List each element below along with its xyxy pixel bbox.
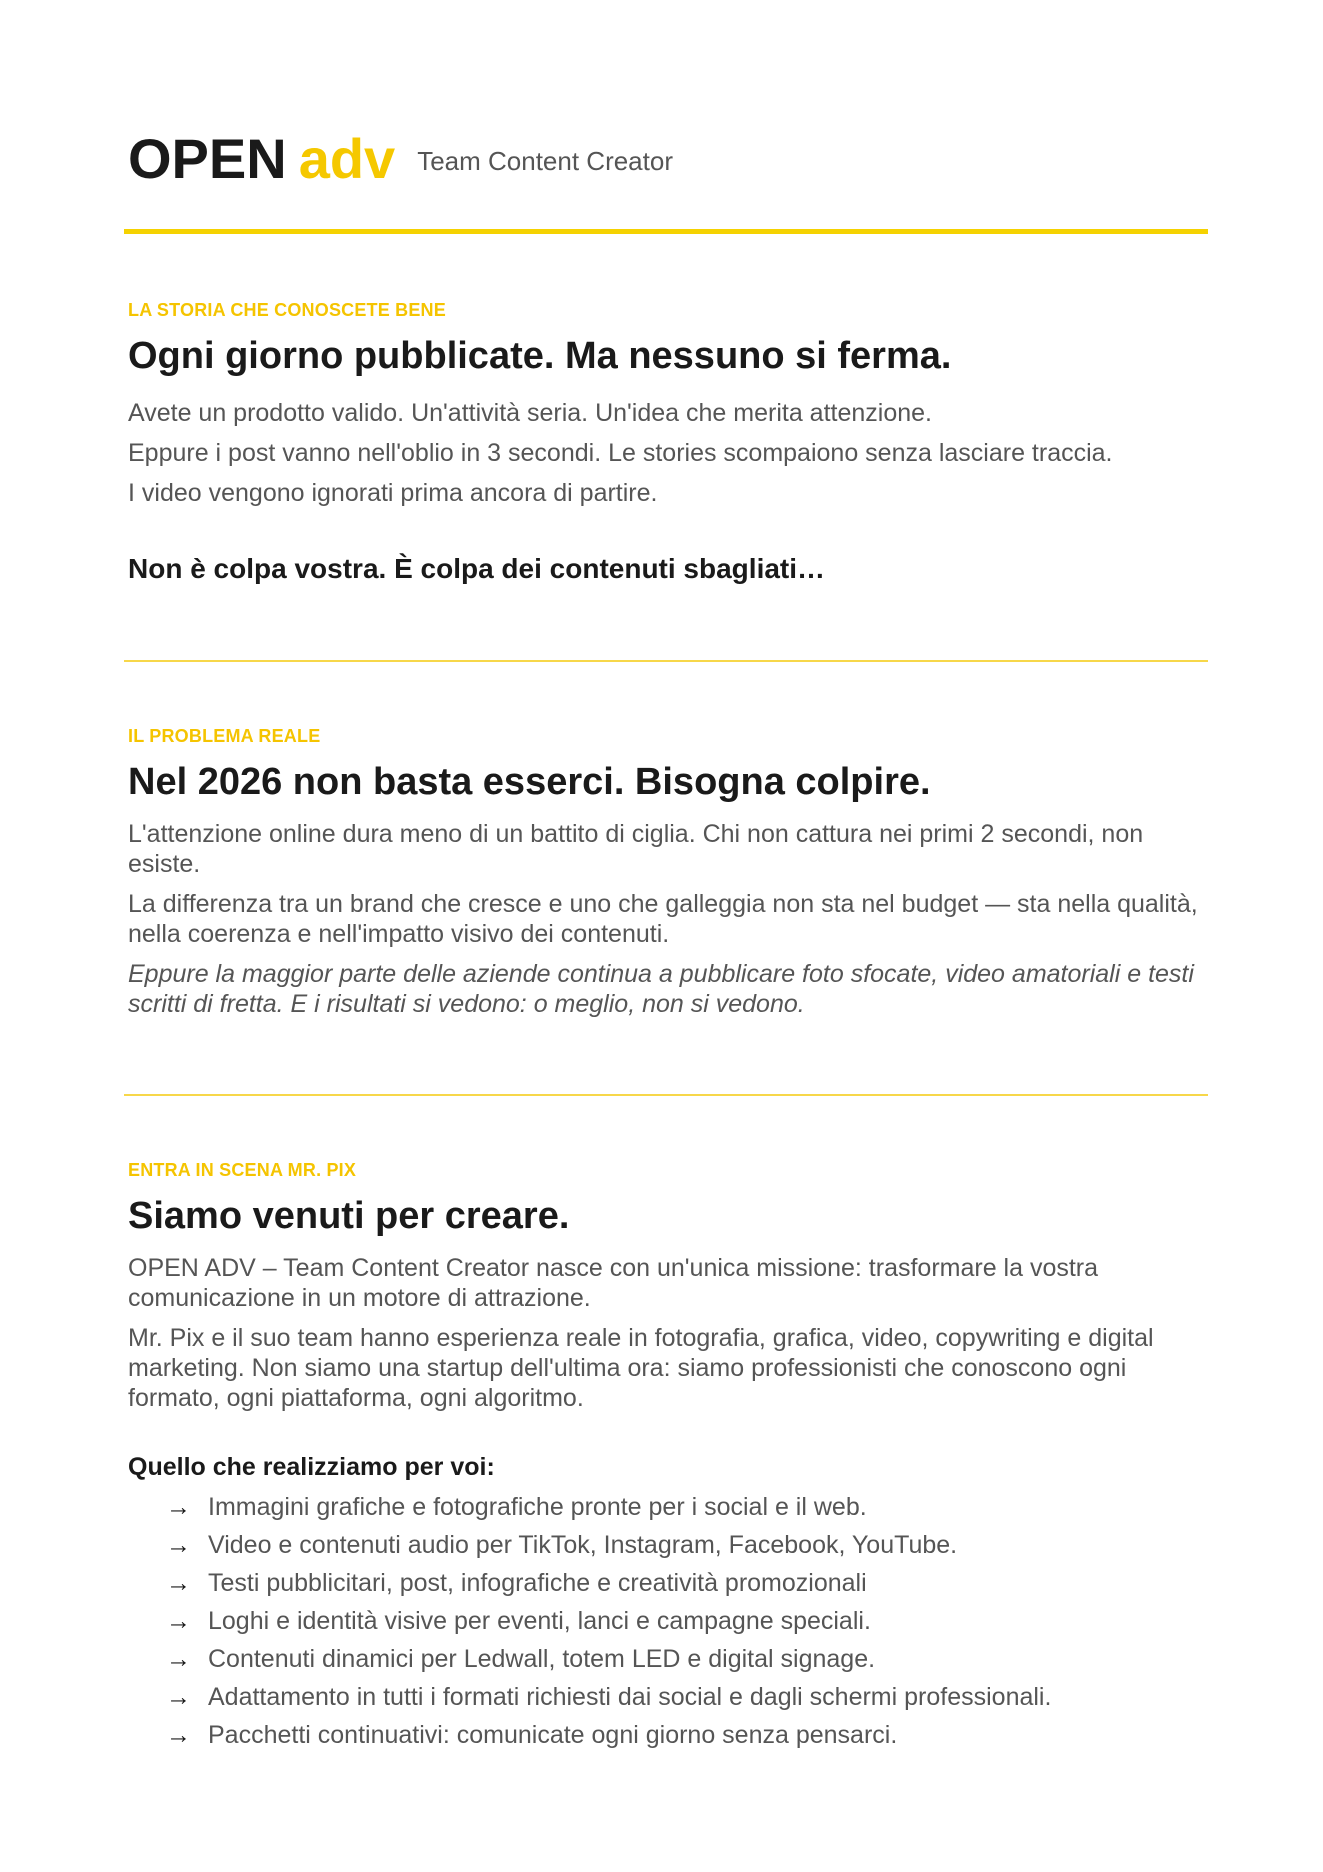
list-item	[128, 1564, 1208, 1602]
section-body	[128, 393, 1208, 513]
brand-name-primary: OPEN	[128, 127, 287, 190]
list-item	[128, 1602, 1208, 1640]
brand-tagline: Team Content Creator	[417, 146, 673, 176]
list-item	[128, 1716, 1208, 1754]
section-mr-pix	[128, 1160, 1208, 1754]
section-title: Nel 2026 non basta esserci. Bisogna colpire.	[128, 761, 931, 803]
section-story	[128, 300, 1208, 585]
body-paragraph: L'attenzione online dura meno di un battito di ciglia. Chi non cattura nei primi 2 secondi, non esiste.	[128, 819, 1144, 878]
brand-name-secondary: adv	[298, 127, 396, 190]
section-kicker: ENTRA IN SCENA MR. PIX	[128, 1160, 357, 1180]
body-line: I video vengono ignorati prima ancora di partire.	[128, 478, 658, 507]
list-item	[128, 1678, 1208, 1716]
header-divider	[124, 229, 1208, 234]
arrow-right-icon: →	[166, 1644, 191, 1673]
body-line: Avete un prodotto valido. Un'attività seria. Un'idea che merita attenzione.	[128, 398, 932, 427]
section-closing-statement: Non è colpa vostra. È colpa dei contenuti sbagliati…	[128, 552, 826, 584]
arrow-right-icon: →	[166, 1720, 191, 1749]
section-divider	[124, 660, 1208, 662]
body-line: Eppure i post vanno nell'oblio in 3 secondi. Le stories scompaiono senza lasciare traccia.	[128, 438, 1113, 467]
section-kicker: IL PROBLEMA REALE	[128, 726, 321, 746]
body-paragraph: La differenza tra un brand che cresce e uno che galleggia non sta nel budget — sta nella qualità, nella coerenza e nell'impatto visivo dei contenuti.	[128, 889, 1198, 948]
brand-header	[128, 126, 673, 191]
section-problem	[128, 726, 1208, 1019]
list-item-text: Contenuti dinamici per Ledwall, totem LED e digital signage.	[208, 1644, 876, 1673]
list-item-text: Immagini grafiche e fotografiche pronte per i social e il web.	[208, 1492, 867, 1521]
arrow-right-icon: →	[166, 1492, 191, 1521]
list-item	[128, 1526, 1208, 1564]
body-paragraph-italic: Eppure la maggior parte delle aziende continua a pubblicare foto sfocate, video amatoriali e testi scritti di fretta. E i risultati si vedono: o meglio, non si vedono.	[128, 959, 1194, 1018]
section-title: Ogni giorno pubblicate. Ma nessuno si ferma.	[128, 335, 952, 377]
list-item-text: Adattamento in tutti i formati richiesti dai social e dagli schermi professionali.	[208, 1682, 1052, 1711]
list-item-text: Testi pubblicitari, post, infografiche e creatività promozionali	[208, 1568, 867, 1597]
list-item-text: Pacchetti continuativi: comunicate ogni giorno senza pensarci.	[208, 1720, 898, 1749]
section-kicker: LA STORIA CHE CONOSCETE BENE	[128, 300, 446, 320]
arrow-right-icon: →	[166, 1606, 191, 1635]
body-paragraph: OPEN ADV – Team Content Creator nasce con un'unica missione: trasformare la vostra comunicazione in un motore di attrazione.	[128, 1253, 1099, 1312]
arrow-right-icon: →	[166, 1568, 191, 1597]
section-title: Siamo venuti per creare.	[128, 1195, 570, 1237]
list-item	[128, 1640, 1208, 1678]
arrow-right-icon: →	[166, 1530, 191, 1559]
services-list	[128, 1488, 1208, 1754]
list-item-text: Video e contenuti audio per TikTok, Instagram, Facebook, YouTube.	[208, 1530, 958, 1559]
section-divider	[124, 1094, 1208, 1096]
list-item	[128, 1488, 1208, 1526]
services-list-title: Quello che realizziamo per voi:	[128, 1452, 495, 1481]
list-item-text: Loghi e identità visive per eventi, lanci e campagne speciali.	[208, 1606, 871, 1635]
body-paragraph: Mr. Pix e il suo team hanno esperienza reale in fotografia, grafica, video, copywriting e digital marketing. Non siamo una startup dell'ultima ora: siamo professionisti che conoscono ogni formato, ogni piattaforma, ogni algoritmo.	[128, 1323, 1154, 1412]
arrow-right-icon: →	[166, 1682, 191, 1711]
